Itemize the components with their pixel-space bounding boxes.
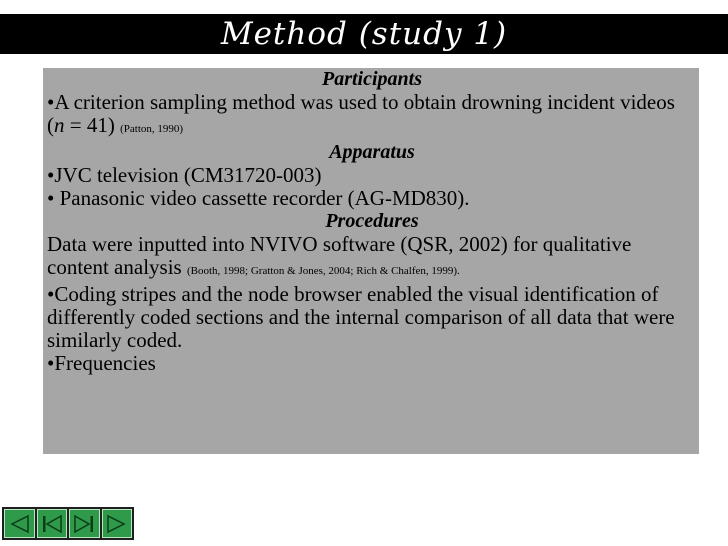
- last-slide-icon: [104, 513, 130, 535]
- next-slide-button[interactable]: [69, 509, 100, 538]
- apparatus-heading: Apparatus: [329, 141, 415, 163]
- procedures-text-main: Data were inputted into NVIVO software (QSR, 2002) for qualitative content analysis: [47, 232, 632, 279]
- participants-citation: (Patton, 1990): [120, 123, 184, 135]
- participants-text: •A criterion sampling method was used to obtain drowning incident videos (: [47, 90, 675, 137]
- slide-navigation: [2, 507, 134, 540]
- n-symbol: n: [54, 113, 65, 137]
- procedures-bullet-frequencies: •Frequencies: [47, 351, 156, 375]
- first-slide-button[interactable]: [4, 509, 35, 538]
- procedures-citation: (Booth, 1998; Gratton & Jones, 2004; Rich & Chalfen, 1999).: [186, 265, 460, 277]
- previous-slide-icon: [39, 513, 65, 535]
- slide-content: [47, 68, 697, 375]
- apparatus-item-tv: •JVC television (CM31720-003): [47, 163, 322, 187]
- participants-bullet: [47, 91, 697, 141]
- title-bar: [0, 14, 728, 54]
- n-value: = 41): [64, 113, 121, 137]
- slide-title: Method (study 1): [220, 16, 508, 52]
- previous-slide-button[interactable]: [37, 509, 68, 538]
- first-slide-icon: [6, 513, 32, 535]
- apparatus-item-vcr: • Panasonic video cassette recorder (AG-MD830).: [47, 186, 470, 210]
- participants-heading: Participants: [321, 68, 422, 90]
- next-slide-icon: [71, 513, 97, 535]
- procedures-heading: Procedures: [325, 210, 419, 232]
- procedures-bullet-coding: •Coding stripes and the node browser enabled the visual identification of differently coded sections and the internal comparison of all data that were similarly coded.: [47, 282, 675, 352]
- procedures-text: [47, 233, 697, 283]
- last-slide-button[interactable]: [102, 509, 133, 538]
